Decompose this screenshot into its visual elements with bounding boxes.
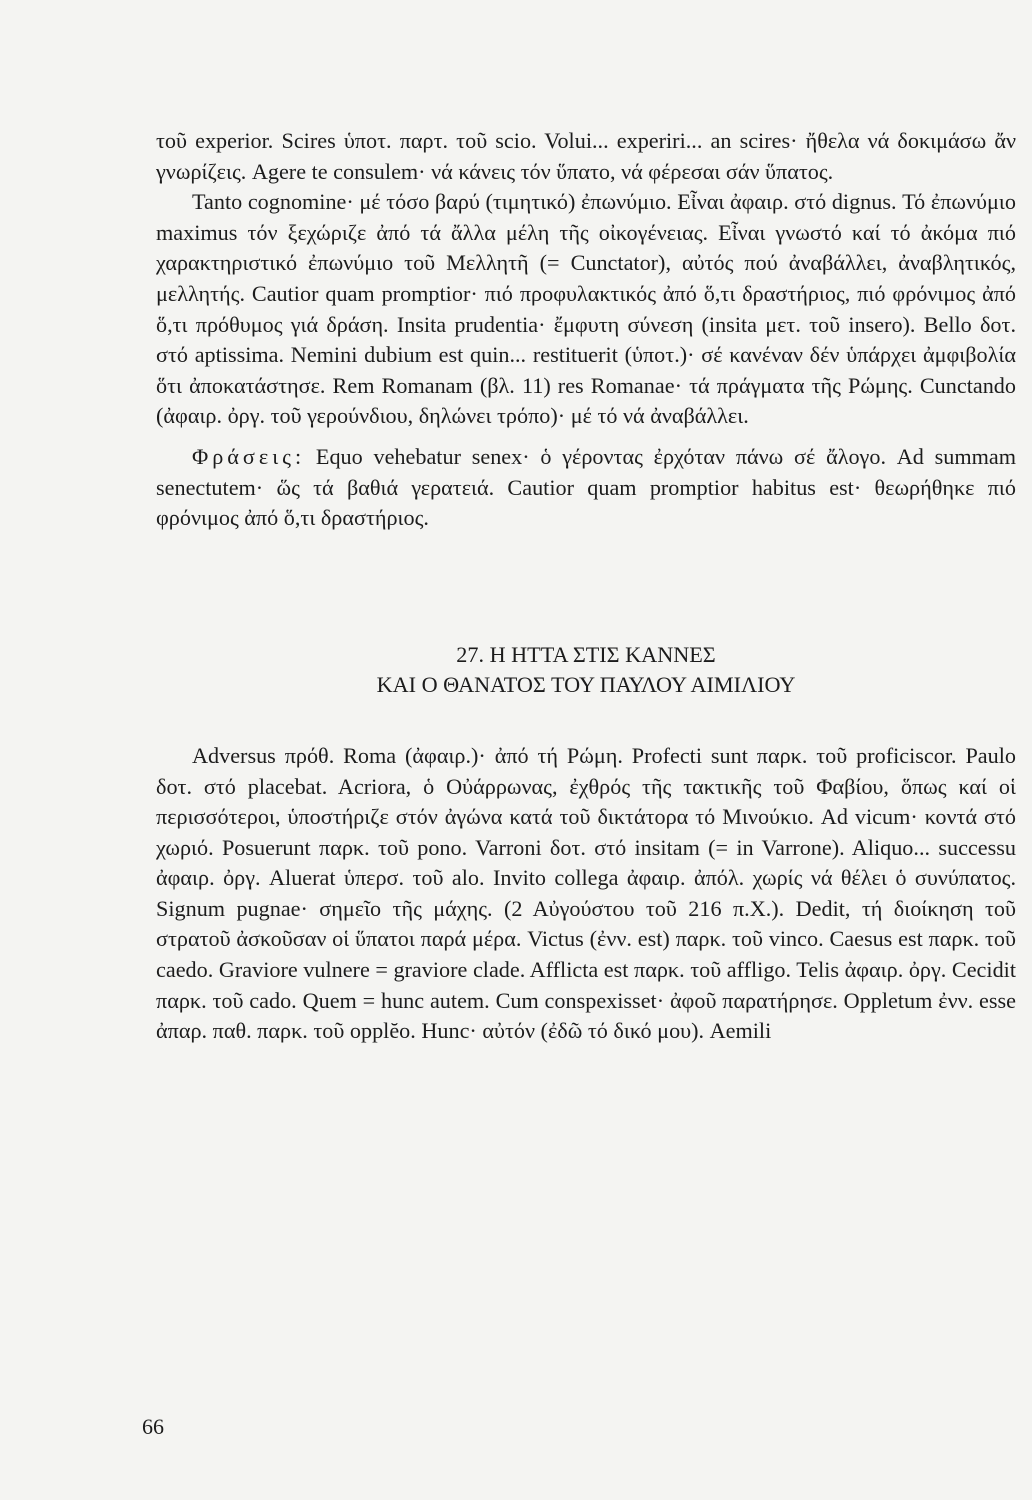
chapter-title-line-1: 27. Η ΗΤΤΑ ΣΤΙΣ ΚΑΝΝΕΣ	[456, 641, 716, 667]
chapter-title	[156, 640, 1016, 701]
paragraph-1: τοῦ experior. Scires ὑποτ. παρτ. τοῦ scio. Volui... experiri... an scires· ἤθελα νά δοκιμάσω ἄν γνωρίζεις. Agere te consulem· νά κάνεις τόν ὕπατο, νά φέρεσαι σάν ὕπατος.	[156, 128, 1016, 184]
page-body	[156, 126, 1016, 1047]
chapter-title-line-2: ΚΑΙ Ο ΘΑΝΑΤΟΣ ΤΟΥ ΠΑΥΛΟΥ ΑΙΜΙΛΙΟΥ	[376, 672, 796, 698]
paragraph-3: Adversus πρόθ. Roma (ἀφαιρ.)· ἀπό τή Ρώμη. Profecti sunt παρκ. τοῦ proficiscor. Paulo δοτ. στό placebat. Acriora, ὁ Οὐάρρωνας, ἐχθρός τῆς τακτικῆς τοῦ Φαβίου, ὅπως καί οἱ περισσότεροι, ὑποστήριζε στόν ἀγώνα κατά τοῦ δικτάτορα τό Μινούκιο. Ad vicum· κοντά στό χωριό. Posuerunt παρκ. τοῦ pono. Varroni δοτ. στό insitam (= in Varrone). Aliquo... successu ἀφαιρ. ὀργ. Aluerat ὑπερσ. τοῦ alo. Invito collega ἀφαιρ. ἀπόλ. χωρίς νά θέλει ὁ συνύπατος. Signum pugnae· σημεῖο τῆς μάχης. (2 Αὐγούστου τοῦ 216 π.Χ.). Dedit, τή διοίκηση τοῦ στρατοῦ ἀσκοῦσαν οἱ ὕπατοι παρά μέρα. Victus (ἐνν. est) παρκ. τοῦ vinco. Caesus est παρκ. τοῦ caedo. Graviore vulnere = graviore clade. Afflicta est παρκ. τοῦ affligo. Telis ἀφαιρ. ὀργ. Cecidit παρκ. τοῦ cado. Quem = hunc autem. Cum conspexisset· ἀφοῦ παρατήρησε. Oppletum ἐνν. esse ἀπαρ. παθ. παρκ. τοῦ opplĕo. Hunc· αὐτόν (ἐδῶ τό δικό μου). Aemili	[156, 742, 1016, 1044]
phrases-label: Φράσεις:	[192, 443, 306, 469]
paragraph-2: Tanto cognomine· μέ τόσο βαρύ (τιμητικό) ἐπωνύμιο. Εἶναι ἀφαιρ. στό dignus. Τό ἐπωνύμιο maximus τόν ξεχώριζε ἀπό τά ἄλλα μέλη τῆς οἰκογένειας. Εἶναι γνωστό καί τό ἀκόμα πιό χαρακτηριστικό ἐπωνύμιο τοῦ Μελλητῆ (= Cunctator), αὐτός πού ἀναβάλλει, ἀναβλητικός, μελλητής. Cautior quam promptior· πιό προφυλακτικός ἀπό ὅ,τι δραστήριος, πιό φρόνιμος ἀπό ὅ,τι πρόθυμος γιά δράση. Insita prudentia· ἔμφυτη σύνεση (insita μετ. τοῦ insero). Bello δοτ. στό aptissima. Nemini dubium est quin... restituerit (ὑποτ.)· σέ κανέναν δέν ὑπάρχει ἀμφιβολία ὅτι ἀποκατάστησε. Rem Romanam (βλ. 11) res Romanae· τά πράγματα τῆς Ρώμης. Cunctando (ἀφαιρ. ὀργ. τοῦ γερούνδιου, δηλώνει τρόπο)· μέ τό νά ἀναβάλλει.	[156, 189, 1016, 429]
phrases-text: Equo vehebatur senex· ὁ γέροντας ἐρχόταν πάνω σέ ἄλογο. Ad summam senectutem· ὥς τά βαθιά γερατειά. Cautior quam promptior habitus est· θεωρήθηκε πιό φρόνιμος ἀπό ὅ,τι δραστήριος.	[156, 443, 1016, 531]
page-number: 66	[142, 1414, 164, 1439]
phrases-paragraph	[156, 442, 1016, 534]
